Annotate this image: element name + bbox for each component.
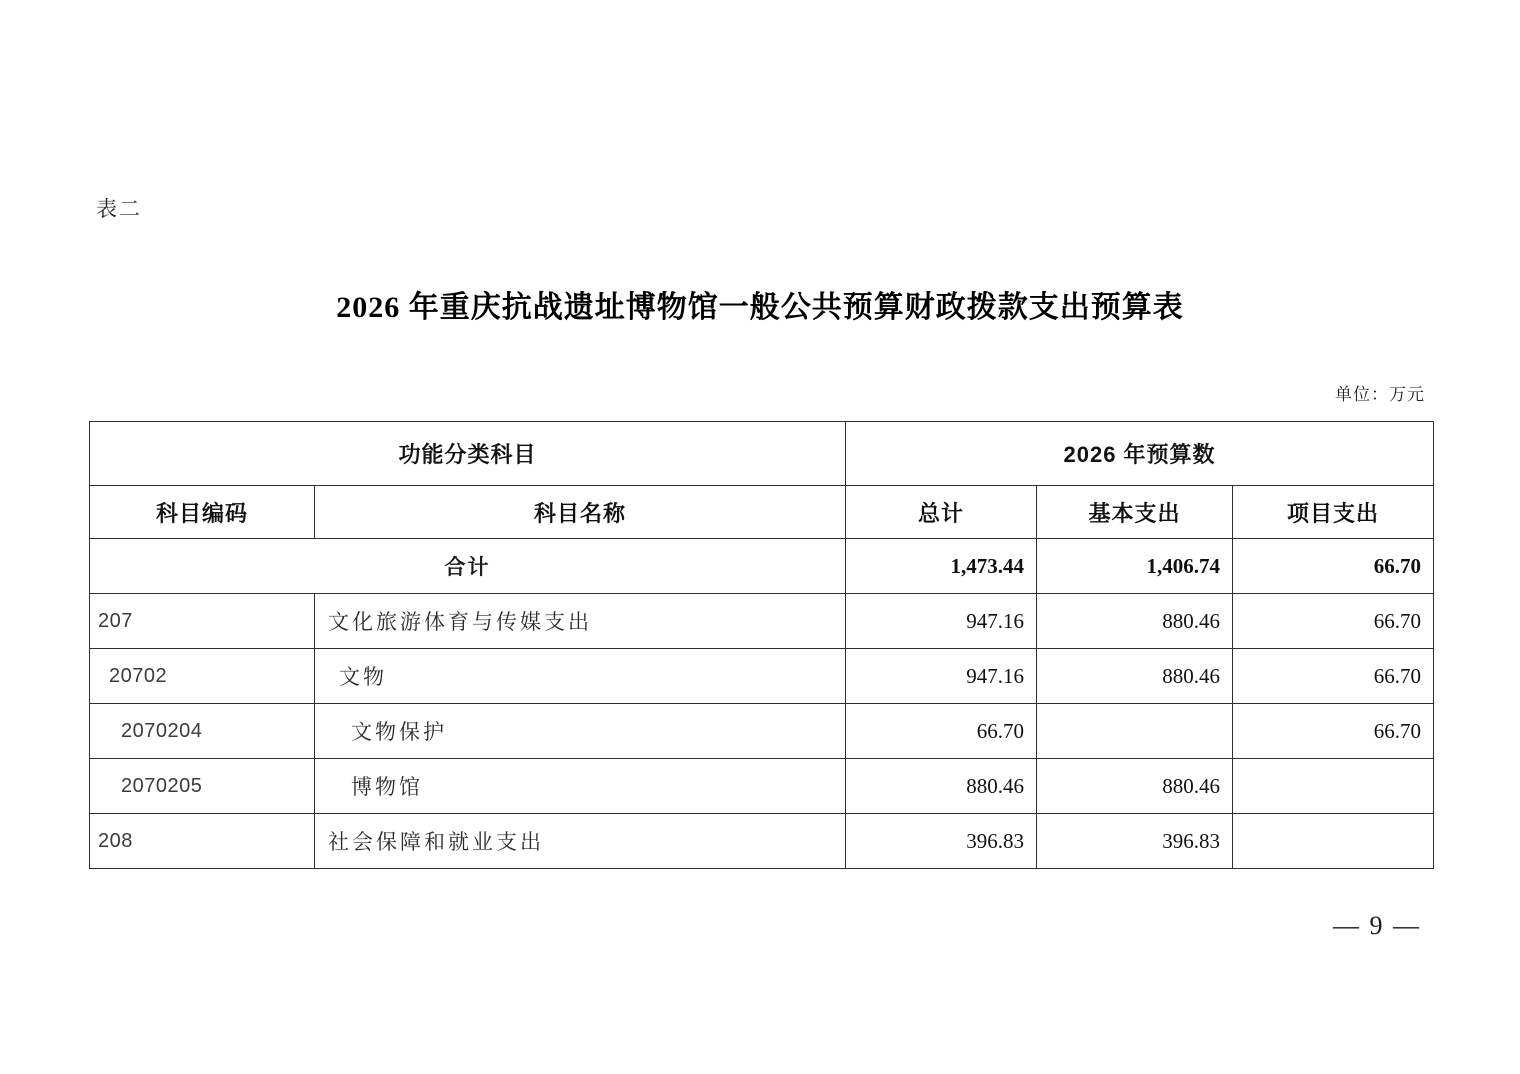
subject-code: 2070205	[90, 759, 315, 814]
subject-code: 2070204	[90, 704, 315, 759]
table-row	[90, 814, 1434, 869]
total-row-total: 1,473.44	[846, 539, 1037, 594]
subject-name: 文化旅游体育与传媒支出	[315, 594, 846, 649]
unit-note: 单位：万元	[1335, 385, 1425, 404]
project-expenditure-value: 66.70	[1233, 649, 1434, 704]
table-row	[90, 759, 1434, 814]
column-header-project-expenditure: 项目支出	[1233, 486, 1434, 539]
subject-name: 文物保护	[315, 704, 846, 759]
total-value: 947.16	[846, 594, 1037, 649]
header-functional-classification: 功能分类科目	[90, 422, 846, 486]
total-row-label: 合计	[90, 539, 846, 594]
project-expenditure-value	[1233, 814, 1434, 869]
total-value: 880.46	[846, 759, 1037, 814]
column-header-subject-name: 科目名称	[315, 486, 846, 539]
subject-name: 社会保障和就业支出	[315, 814, 846, 869]
subject-code: 207	[90, 594, 315, 649]
subject-code: 208	[90, 814, 315, 869]
column-header-subject-code: 科目编码	[90, 486, 315, 539]
header-columns-row	[90, 486, 1434, 539]
project-expenditure-value: 66.70	[1233, 594, 1434, 649]
subject-code: 20702	[90, 649, 315, 704]
table-row-total	[90, 539, 1434, 594]
table-row	[90, 649, 1434, 704]
total-value: 396.83	[846, 814, 1037, 869]
total-value: 947.16	[846, 649, 1037, 704]
table-label: 表二	[96, 197, 142, 221]
subject-name: 文物	[315, 649, 846, 704]
basic-expenditure-value: 880.46	[1037, 759, 1233, 814]
total-row-basic: 1,406.74	[1037, 539, 1233, 594]
total-value: 66.70	[846, 704, 1037, 759]
total-row-project: 66.70	[1233, 539, 1434, 594]
project-expenditure-value: 66.70	[1233, 704, 1434, 759]
table-row	[90, 594, 1434, 649]
page-title: 2026 年重庆抗战遗址博物馆一般公共预算财政拨款支出预算表	[336, 291, 1184, 324]
budget-table	[89, 421, 1434, 869]
page-number: — 9 —	[1333, 911, 1421, 940]
header-group-row	[90, 422, 1434, 486]
basic-expenditure-value: 880.46	[1037, 594, 1233, 649]
project-expenditure-value	[1233, 759, 1434, 814]
column-header-basic-expenditure: 基本支出	[1037, 486, 1233, 539]
basic-expenditure-value	[1037, 704, 1233, 759]
table-row	[90, 704, 1434, 759]
header-budget-2026: 2026 年预算数	[846, 422, 1434, 486]
subject-name: 博物馆	[315, 759, 846, 814]
column-header-total: 总计	[846, 486, 1037, 539]
basic-expenditure-value: 396.83	[1037, 814, 1233, 869]
basic-expenditure-value: 880.46	[1037, 649, 1233, 704]
